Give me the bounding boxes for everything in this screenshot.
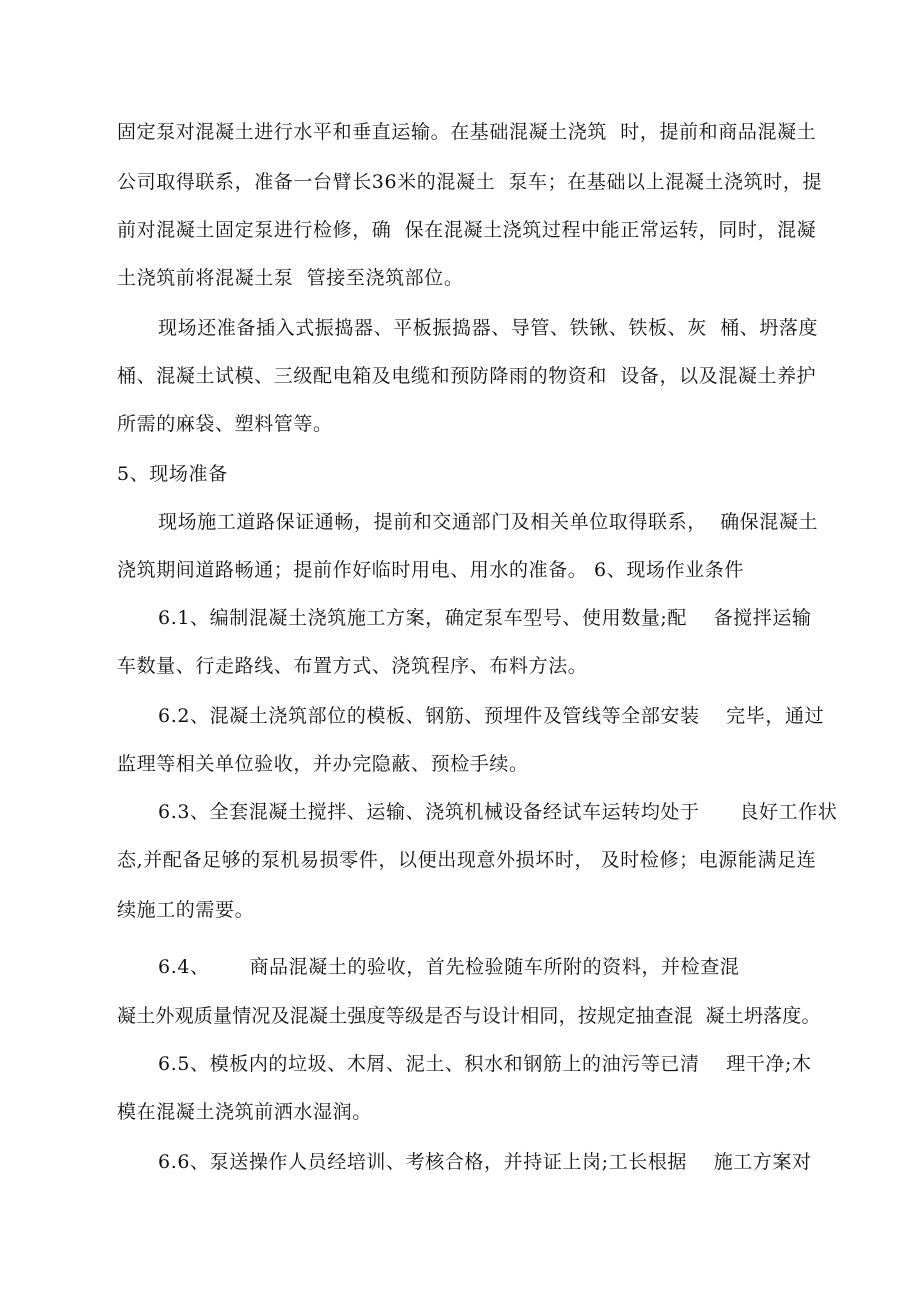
list-item-line: 6.5、模板内的垃圾、木屑、泥土、积水和钢筋上的油污等已清 理干净;木 (158, 1053, 812, 1075)
paragraph-line: 浇筑期间道路畅通；提前作好临时用电、用水的准备。 6、现场作业条件 (117, 559, 744, 581)
paragraph-line: 现场施工道路保证通畅，提前和交通部门及相关单位取得联系， 确保混凝土 (158, 511, 819, 533)
paragraph-line: 固定泵对混凝土进行水平和垂直运输。在基础混凝土浇筑 时，提前和商品混凝土 (117, 121, 817, 143)
paragraph-line: 现场还准备插入式振捣器、平板振捣器、导管、铁锹、铁板、灰 桶、坍落度 (158, 317, 819, 339)
list-item-line: 态,并配备足够的泵机易损零件，以便出现意外损坏时， 及时检修；电源能满足连 (117, 849, 817, 871)
list-item-line: 6.4、 商品混凝土的验收，首先检验随车所附的资料，并检查混 (158, 956, 740, 978)
list-item-line: 凝土外观质量情况及混凝土强度等级是否与设计相同，按规定抽查混 凝土坍落度。 (117, 1005, 821, 1027)
paragraph-line: 土浇筑前将混凝土泵 管接至浇筑部位。 (117, 267, 464, 289)
section-heading: 5、现场准备 (117, 463, 228, 485)
list-item-line: 监理等相关单位验收，并办完隐蔽、预检手续。 (117, 753, 529, 775)
list-item-line: 续施工的需要。 (117, 899, 255, 921)
list-item-line: 6.2、混凝土浇筑部位的模板、钢筋、预埋件及管线等全部安装 完毕，通过 (158, 705, 825, 727)
list-item-line: 车数量、行走路线、布置方式、浇筑程序、布料方法。 (117, 655, 588, 677)
paragraph-line: 前对混凝土固定泵进行检修，确 保在混凝土浇筑过程中能正常运转，同时，混凝 (117, 219, 817, 241)
list-item-line: 6.1、编制混凝土浇筑施工方案，确定泵车型号、使用数量;配 备搅拌运输 (158, 607, 812, 629)
paragraph-line: 桶、混凝土试模、三级配电箱及电缆和预防降雨的物资和 设备，以及混凝土养护 (117, 365, 817, 387)
list-item-line: 6.6、泵送操作人员经培训、考核合格，并持证上岗;工长根据 施工方案对 (158, 1151, 812, 1173)
list-item-line: 6.3、全套混凝土搅拌、运输、浇筑机械设备经试车运转均处于 良好工作状 (158, 801, 838, 823)
list-item-line: 模在混凝土浇筑前洒水湿润。 (117, 1101, 372, 1123)
paragraph-line: 所需的麻袋、塑料管等。 (117, 413, 333, 435)
paragraph-line: 公司取得联系，准备一台臂长36米的混凝土 泵车；在基础以上混凝土浇筑时，提 (117, 171, 823, 193)
